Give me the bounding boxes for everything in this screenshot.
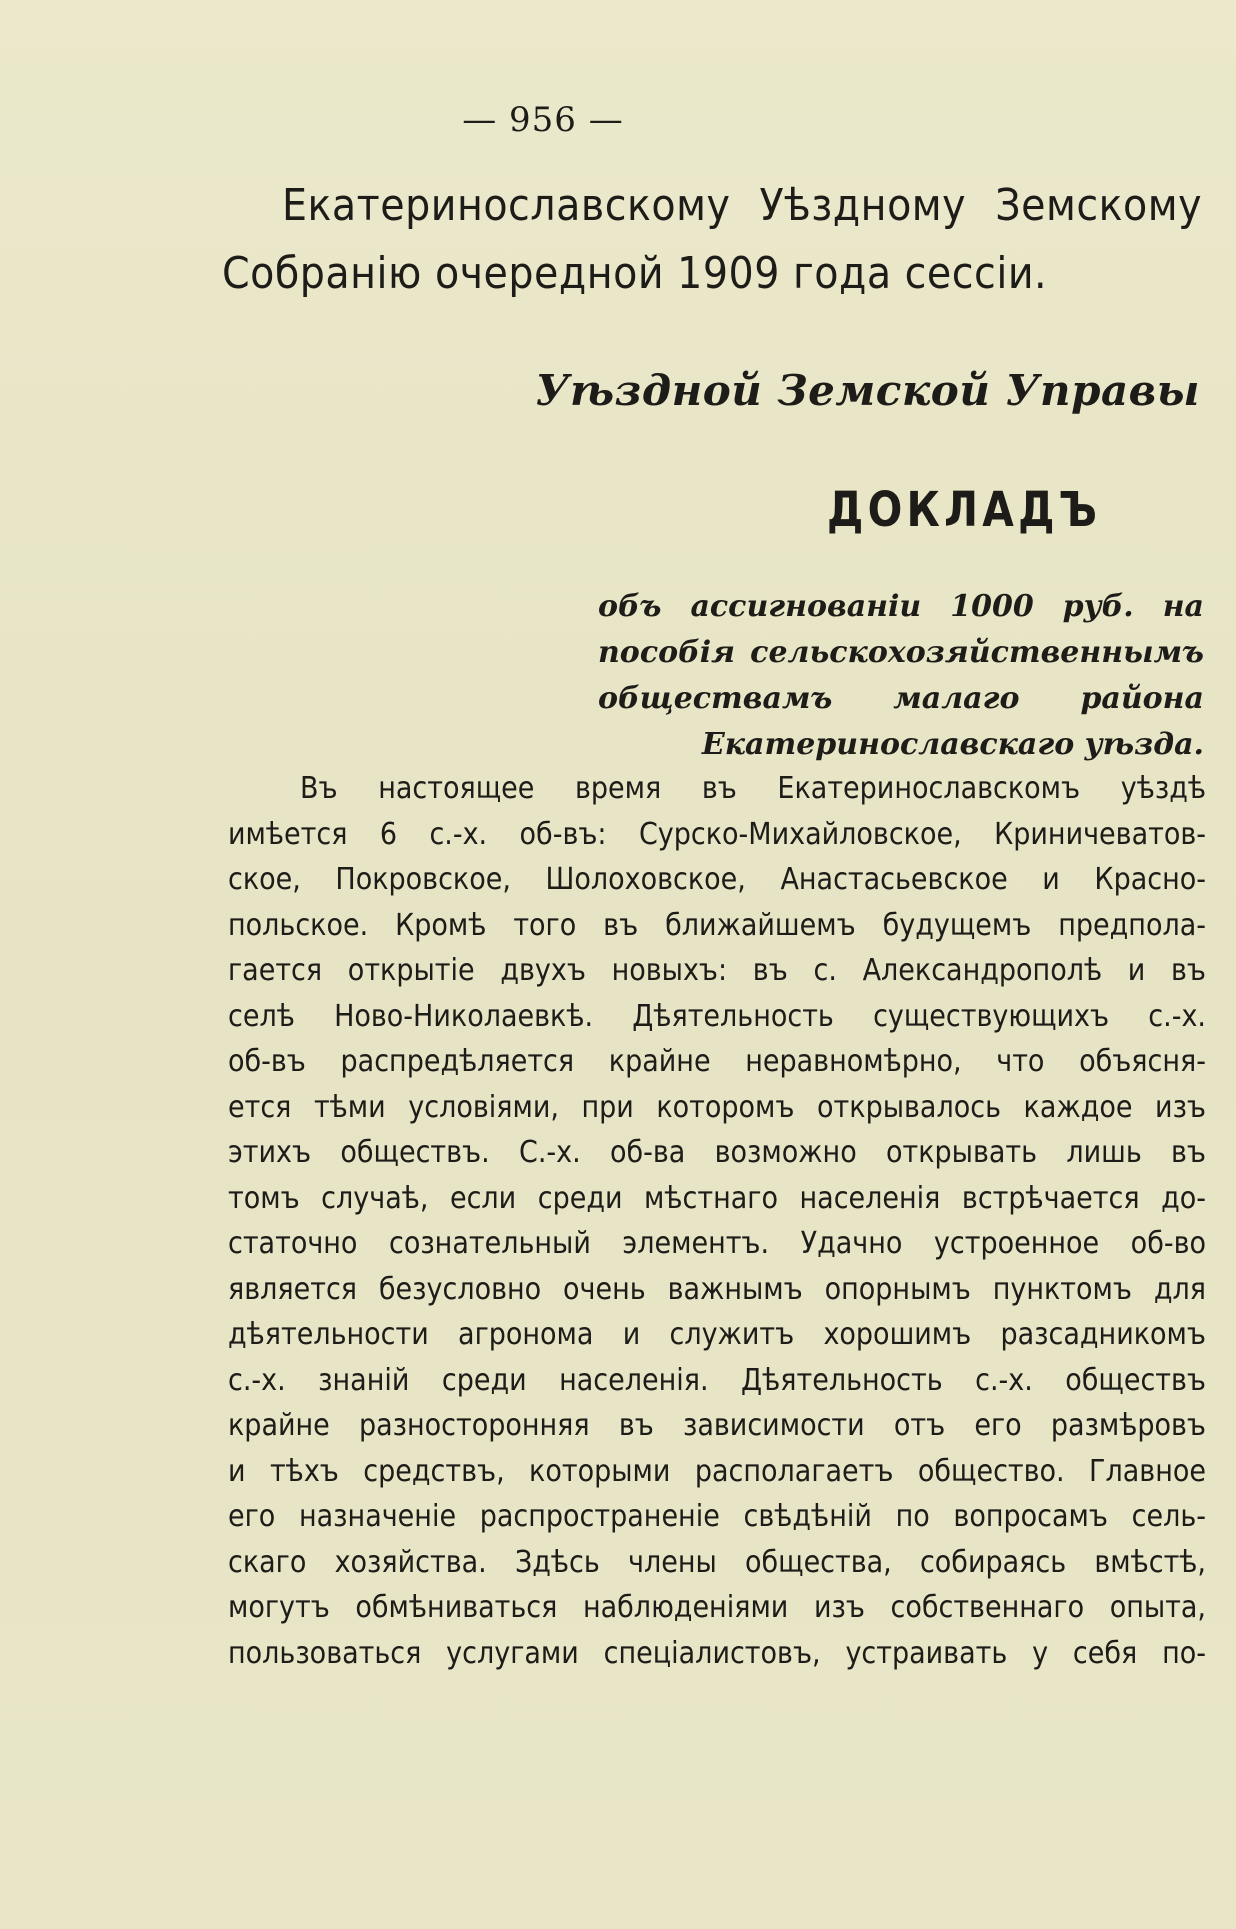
address-line-2: Собранію очередной 1909 года сессіи. [222,248,1048,299]
body-line: гается открытіе двухъ новыхъ: въ с. Александрополѣ и въ [228,953,1206,988]
body-line: Въ настоящее время въ Екатеринославскомъ уѣздѣ [300,771,1206,806]
body-line: его назначеніе распространеніе свѣдѣній по вопросамъ сель- [228,1499,1206,1534]
body-line: статочно сознательный элементъ. Удачно устроенное об-во [228,1226,1206,1261]
report-subject: объ ассигнованіи 1000 руб. на пособія сельскохозяйственнымъ обществамъ малаго района Екатеринославскаго уѣзда. [598,589,1204,762]
body-line: ется тѣми условіями, при которомъ открывалось каждое изъ [228,1089,1206,1125]
address-line-1 [222,172,1202,240]
body-line: ское, Покровское, Шолоховское, Анастасьевское и Красно- [228,862,1206,897]
body-line: с.-х. знаній среди населенія. Дѣятельность с.-х. обществъ [228,1362,1206,1398]
body-line: имѣется 6 с.-х. об-въ: Сурско-Михайловское, Криничеватов- [228,816,1206,852]
document-title: ДОКЛАДЪ [827,482,1102,538]
issuer-heading: Уѣздной Земской Управы [535,366,1200,415]
body-line: пользоваться услугами спеціалистовъ, устраивать у себя по- [228,1635,1206,1671]
address-word-2: Уѣздному [759,180,967,231]
body-line: этихъ обществъ. С.-х. об-ва возможно открывать лишь въ [228,1135,1206,1170]
address-word-1: Екатеринославскому [282,180,731,231]
address-block [222,172,1202,308]
body-line: скаго хозяйства. Здѣсь члены общества, собираясь вмѣстѣ, [228,1544,1206,1580]
body-line: дѣятельности агронома и служитъ хорошимъ разсадникомъ [228,1317,1206,1352]
body-line: томъ случаѣ, если среди мѣстнаго населенія встрѣчается до- [228,1180,1206,1216]
body-line: могутъ обмѣниваться наблюденіями изъ собственнаго опыта, [228,1590,1206,1625]
address-word-3: Земскому [995,180,1202,231]
page-number-text: — 956 — [462,100,624,140]
body-line: является безусловно очень важнымъ опорнымъ пунктомъ для [228,1271,1206,1307]
body-text [228,766,1206,1676]
body-line: польское. Кромѣ того въ ближайшемъ будущемъ предпола- [228,907,1206,943]
body-line: и тѣхъ средствъ, которыми располагаетъ общество. Главное [228,1453,1206,1489]
body-line: крайне разносторонняя въ зависимости отъ его размѣровъ [228,1408,1206,1443]
body-line: об-въ распредѣляется крайне неравномѣрно, что объясня- [228,1044,1206,1079]
body-line: селѣ Ново-Николаевкѣ. Дѣятельность существующихъ с.-х. [228,998,1206,1034]
page-number [0,100,1236,140]
